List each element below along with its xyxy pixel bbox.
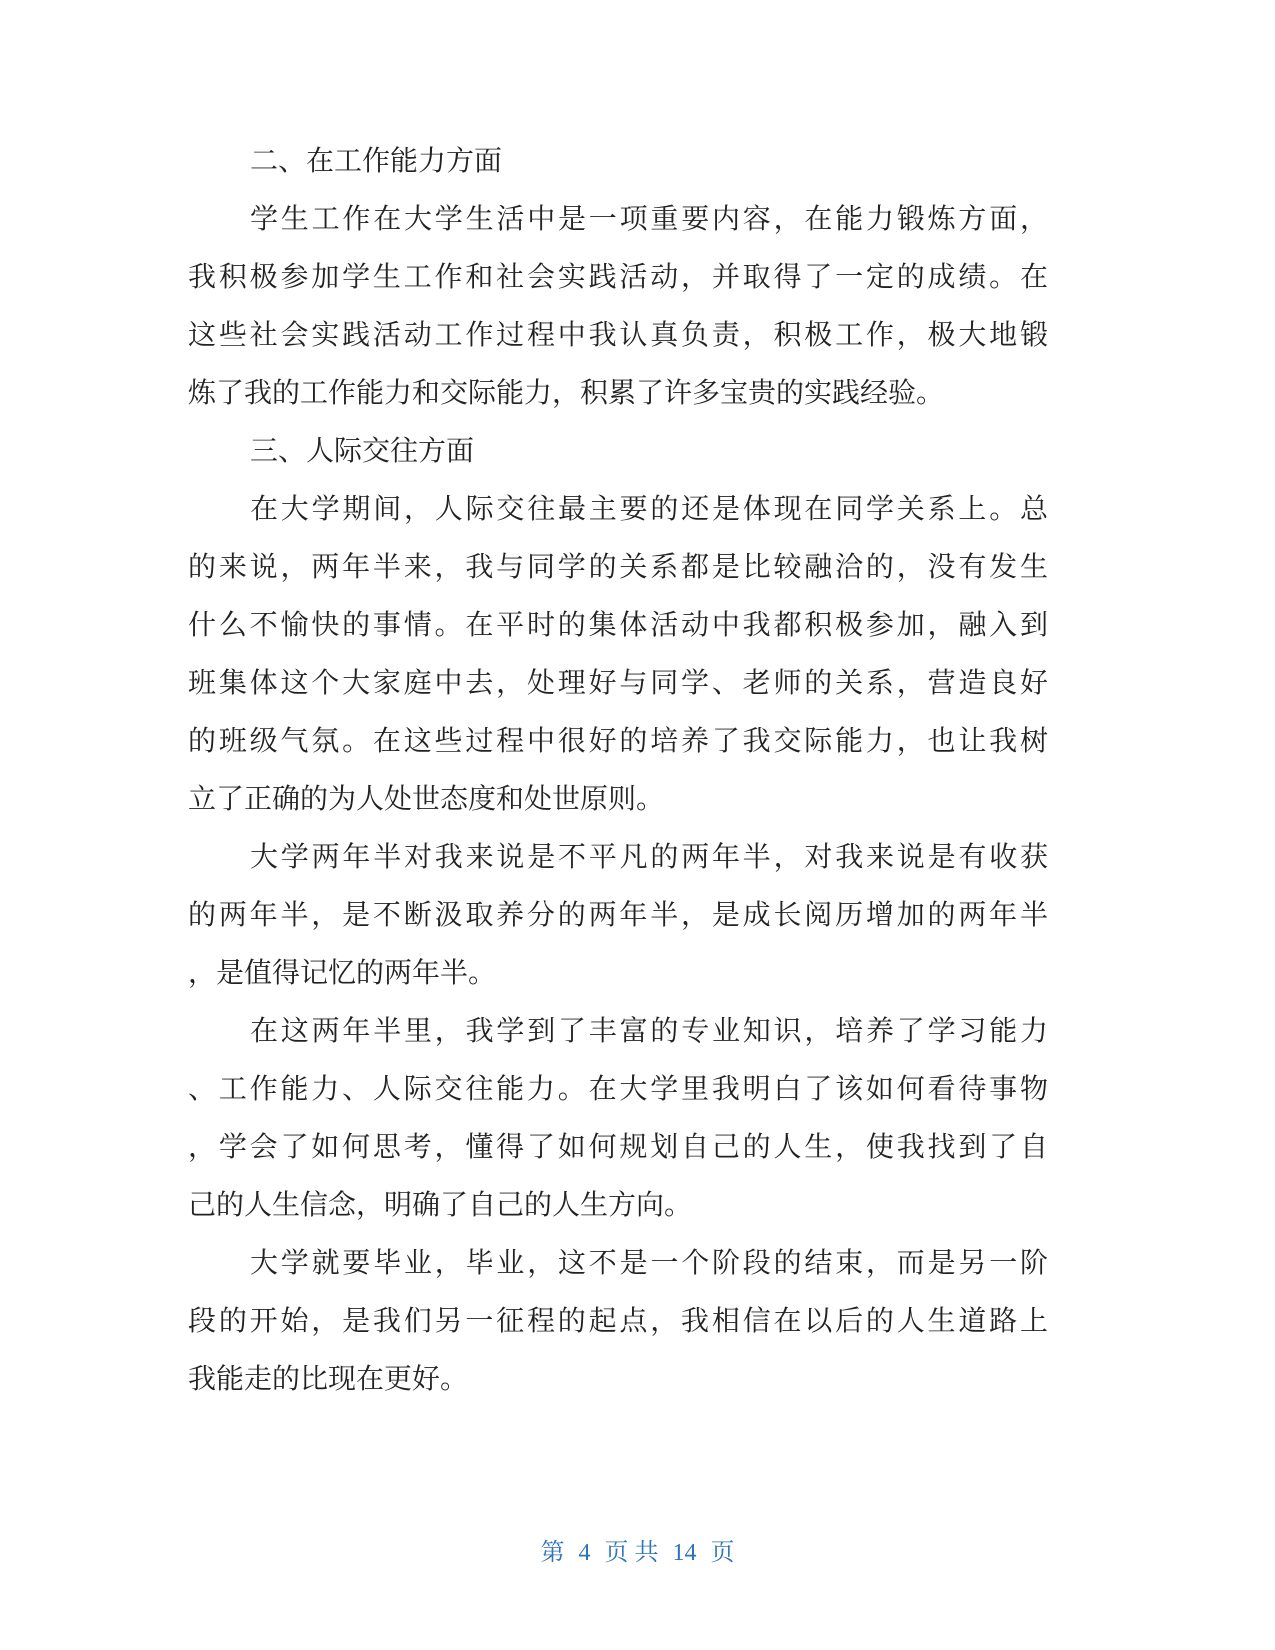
paragraph-line: 我积极参加学生工作和社会实践活动，并取得了一定的成绩。在: [188, 260, 1048, 293]
paragraph-line: 我能走的比现在更好。: [188, 1362, 469, 1395]
footer-current-page: 4: [578, 1540, 591, 1566]
paragraph-line: 己的人生信念，明确了自己的人生方向。: [188, 1188, 693, 1221]
page-number-footer: [0, 1535, 1275, 1571]
section-heading-work-ability: 二、在工作能力方面: [250, 144, 503, 177]
paragraph-line: 在大学期间，人际交往最主要的还是体现在同学关系上。总: [250, 492, 1048, 525]
paragraph-line: ，是值得记忆的两年半。: [188, 956, 497, 989]
section-heading-interpersonal: 三、人际交往方面: [250, 434, 475, 467]
paragraph-line: 什么不愉快的事情。在平时的集体活动中我都积极参加，融入到: [188, 608, 1048, 641]
paragraph-line: 学生工作在大学生活中是一项重要内容，在能力锻炼方面，: [250, 202, 1048, 235]
footer-total-pages: 14: [672, 1540, 697, 1566]
paragraph-line: 、工作能力、人际交往能力。在大学里我明白了该如何看待事物: [188, 1072, 1048, 1105]
paragraph-line: ，学会了如何思考，懂得了如何规划自己的人生，使我找到了自: [188, 1130, 1048, 1163]
paragraph-line: 这些社会实践活动工作过程中我认真负责，积极工作，极大地锻: [188, 318, 1048, 351]
footer-prefix: 第: [540, 1540, 565, 1566]
paragraph-line: 的班级气氛。在这些过程中很好的培养了我交际能力，也让我树: [188, 724, 1048, 757]
paragraph-line: 炼了我的工作能力和交际能力，积累了许多宝贵的实践经验。: [188, 376, 945, 409]
paragraph-line: 班集体这个大家庭中去，处理好与同学、老师的关系，营造良好: [188, 666, 1048, 699]
paragraph-line: 的两年半，是不断汲取养分的两年半，是成长阅历增加的两年半: [188, 898, 1048, 931]
footer-suffix: 页: [710, 1540, 735, 1566]
paragraph-line: 大学两年半对我来说是不平凡的两年半，对我来说是有收获: [250, 840, 1048, 873]
paragraph-line: 段的开始，是我们另一征程的起点，我相信在以后的人生道路上: [188, 1304, 1048, 1337]
paragraph-line: 的来说，两年半来，我与同学的关系都是比较融洽的，没有发生: [188, 550, 1048, 583]
footer-mid: 页 共: [604, 1540, 659, 1566]
paragraph-line: 大学就要毕业，毕业，这不是一个阶段的结束，而是另一阶: [250, 1246, 1048, 1279]
paragraph-line: 立了正确的为人处世态度和处世原则。: [188, 782, 665, 815]
paragraph-line: 在这两年半里，我学到了丰富的专业知识，培养了学习能力: [250, 1014, 1048, 1047]
